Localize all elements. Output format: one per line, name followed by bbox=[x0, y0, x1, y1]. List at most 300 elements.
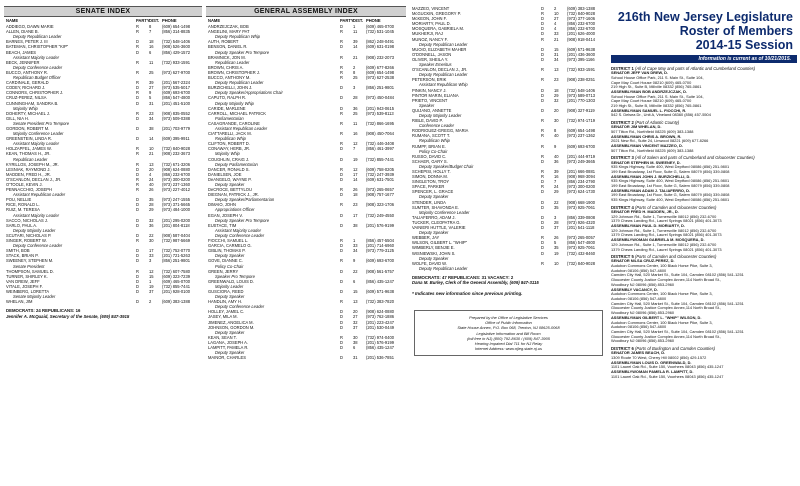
member-party: R bbox=[136, 161, 139, 167]
member-name: Deputy Conference Leader bbox=[215, 304, 265, 310]
member-phone bbox=[567, 266, 607, 271]
legislator-name: ASSEMBLY VACANCY, D. bbox=[611, 286, 658, 292]
member-phone: (908) 526-3600 bbox=[162, 44, 190, 50]
member-name: RICE, RONALD L. bbox=[6, 202, 40, 208]
member-party: D bbox=[340, 268, 343, 274]
member-name: Republican Budget Officer bbox=[13, 75, 61, 81]
member-party: D bbox=[541, 87, 544, 93]
member-party: R bbox=[136, 151, 139, 157]
member-phone: (908) 450-7064 bbox=[366, 131, 394, 137]
member-party: D bbox=[136, 217, 139, 223]
member-district: 34 bbox=[149, 115, 154, 121]
member-name: SMITH, BOB bbox=[6, 248, 30, 254]
member-district: 40 bbox=[554, 153, 559, 159]
member-district: 17 bbox=[353, 212, 358, 218]
office-address: Audubon Commons Center, 100 Black Horse Pike, Suite 3, bbox=[611, 291, 713, 297]
member-phone: (201) 444-9719 bbox=[567, 153, 595, 159]
member-name: TURNER, SHIRLEY K. bbox=[6, 273, 48, 279]
member-name: SPENCER, L. GRACE bbox=[412, 189, 454, 195]
senate-header-row bbox=[4, 18, 202, 23]
member-name: RIBLE, DAVID P. bbox=[412, 118, 443, 124]
member-name: DeANGELO, WAYNE P. bbox=[208, 176, 252, 182]
member-party: R bbox=[340, 69, 343, 75]
member-phone: (856) 251-9801 bbox=[162, 258, 190, 264]
member-name: WILSON, GILBERT L. "WHIP" bbox=[412, 240, 468, 246]
member-party: R bbox=[136, 59, 139, 65]
member-phone: (973) 265-0057 bbox=[567, 235, 595, 241]
member-phone: (732) 855-7441 bbox=[162, 283, 190, 289]
member-party: R bbox=[340, 64, 343, 70]
col-name-header: NAME bbox=[6, 18, 19, 23]
member-district: 27 bbox=[149, 85, 154, 91]
member-row bbox=[4, 299, 202, 304]
member-phone: (609) 395-9911 bbox=[162, 136, 190, 142]
member-party: R bbox=[541, 36, 544, 42]
member-name: CAPUTO, RALPH R. bbox=[208, 95, 247, 101]
member-name: STACK, BRIAN P. bbox=[6, 253, 39, 259]
member-district: 6 bbox=[353, 278, 356, 284]
legislator-name: ASSEMBLYMAN ADAM J. TALIAFERRO, D. bbox=[611, 187, 690, 193]
office-address: 1101 Laurel Oak Rd., Suite 150, Voorhees 08043 (856) 435-1247 bbox=[611, 364, 724, 370]
member-phone: (973) 247-1555 bbox=[162, 197, 190, 203]
member-name: Speaker Emeritus bbox=[419, 62, 452, 68]
member-name: DOHERTY, MICHAEL J. bbox=[6, 110, 51, 116]
member-party: D bbox=[340, 156, 343, 162]
district-description: (Parts of Camden and Gloucester Counties) bbox=[634, 254, 717, 260]
member-phone: (732) 933-1591 bbox=[162, 59, 190, 65]
member-name: BECK, JENNIFER bbox=[6, 59, 40, 65]
member-name: MAZZEO, VINCENT bbox=[412, 6, 450, 11]
member-party: D bbox=[340, 345, 343, 350]
office-address: Cape May Court House 08210 (609) 465-0700 bbox=[611, 79, 692, 85]
member-name: O'SCANLON, DECLAN J., JR. bbox=[412, 67, 468, 73]
member-name: BURZICHELLI, JOHN J. bbox=[208, 85, 253, 91]
district-number: DISTRICT 6 bbox=[611, 346, 634, 352]
member-name: GILL, NIA H. bbox=[6, 115, 29, 121]
district-description: (Part of Atlantic County) bbox=[634, 120, 680, 126]
member-name: CUNNINGHAM, SANDRA B. bbox=[6, 100, 59, 106]
member-name: Republican Whip bbox=[215, 136, 246, 142]
member-party: R bbox=[136, 110, 139, 116]
member-name: RUSSO, DAVID C. bbox=[412, 153, 447, 159]
office-address: 199 East Broadway, 1st Floor, Suite G, Salem 08079 (856) 339-0808 bbox=[611, 183, 730, 189]
col-dist-header: DIST. bbox=[353, 18, 364, 23]
member-name: BROWN, CHRIS A. bbox=[208, 64, 244, 70]
member-name: Deputy Republican Whip bbox=[215, 34, 261, 40]
member-name: HANDLIN, AMY H. bbox=[208, 299, 243, 305]
member-name: Deputy Republican Leader bbox=[215, 80, 264, 86]
member-party: D bbox=[136, 232, 139, 238]
member-party: D bbox=[136, 222, 139, 228]
member-phone: (856) 232-6700 bbox=[162, 171, 190, 177]
member-name: Deputy Speaker/Appropriations Chair bbox=[215, 90, 283, 96]
member-district: 34 bbox=[554, 56, 559, 62]
assembly-index-continued bbox=[410, 6, 607, 356]
member-party: D bbox=[136, 115, 139, 121]
office-address: 219 High St., Suite B, Millville 08332 (856) 765-0861 bbox=[611, 84, 702, 90]
office-address: 129 Johnson Rd., Suite 1, Turnersville 08012 (856) 232-6700 bbox=[611, 227, 717, 233]
member-party: R bbox=[541, 133, 544, 139]
member-phone: (856) 547-4800 bbox=[162, 95, 190, 101]
office-address: Camden City Hall, 520 Market St., Suite 104, Camden 08102 (856) 541-1251 bbox=[611, 328, 744, 334]
member-district: 30 bbox=[353, 334, 358, 340]
member-name: CONAWAY, HERB, JR. bbox=[208, 146, 251, 152]
member-name: Senate President Pro Tempore bbox=[13, 120, 70, 126]
member-district: 7 bbox=[149, 29, 152, 35]
member-party: R bbox=[541, 260, 544, 266]
member-phone: (201) 928-0100 bbox=[162, 288, 190, 294]
member-name: TUCKER, CLEOPATRA G. bbox=[412, 219, 461, 225]
member-party: D bbox=[136, 299, 139, 305]
member-phone: (201) 804-8118 bbox=[162, 222, 190, 228]
member-phone: (609) 758-0205 bbox=[366, 166, 394, 172]
member-district: 20 bbox=[149, 166, 154, 172]
member-name: RUMPF, BRIAN E. bbox=[412, 143, 446, 149]
member-party: D bbox=[340, 146, 343, 152]
roster-title-line: Roster of Members bbox=[679, 24, 793, 38]
member-district: 3 bbox=[149, 258, 152, 264]
member-district: 40 bbox=[554, 133, 559, 139]
member-name: JOHNSON, GORDON M. bbox=[208, 324, 255, 330]
member-district: 13 bbox=[554, 67, 559, 73]
member-party: D bbox=[541, 245, 544, 251]
member-name: CIATTARELLI, JACK M. bbox=[208, 131, 252, 137]
member-party: D bbox=[340, 44, 343, 50]
office-address: Audubon 08106 (856) 547-4800 bbox=[611, 296, 667, 301]
member-district: 29 bbox=[554, 92, 559, 98]
office-address: 935 Kings Highway, Suite 400, West Deptford 08086 (856) 251-9801 bbox=[611, 197, 730, 203]
member-phone: (908) 918-0414 bbox=[567, 36, 595, 42]
member-district: 26 bbox=[554, 235, 559, 241]
member-phone: (201) 223-4247 bbox=[366, 319, 394, 325]
member-party: R bbox=[340, 258, 343, 264]
member-name: SUMTER, SHAVONDA E. bbox=[412, 204, 460, 210]
member-party: D bbox=[340, 85, 343, 91]
member-party: D bbox=[541, 31, 544, 37]
member-name: GIBLIN, THOMAS P. bbox=[208, 248, 246, 254]
member-district: 29 bbox=[554, 189, 559, 195]
member-phone: (201) 567-2324 bbox=[162, 80, 190, 86]
member-phone: (732) 446-3408 bbox=[366, 141, 394, 147]
legislator-name: ASSEMBLYWOMAN PAMELA R. LAMPITT, D. bbox=[611, 368, 694, 374]
member-name: CRUZ-PEREZ, NILSA bbox=[6, 95, 47, 101]
member-district: 15 bbox=[149, 273, 154, 279]
member-party: D bbox=[136, 278, 139, 284]
senate-rows bbox=[4, 24, 202, 304]
member-party: R bbox=[340, 54, 343, 60]
member-district: 4 bbox=[149, 171, 152, 177]
member-district: 1 bbox=[353, 238, 356, 244]
member-phone: (973) 539-8113 bbox=[366, 110, 394, 116]
member-party: D bbox=[340, 319, 343, 325]
member-phone: (973) 265-0657 bbox=[366, 187, 394, 193]
member-party: R bbox=[340, 75, 343, 81]
member-party: R bbox=[340, 299, 343, 305]
member-phone: (609) 631-7501 bbox=[366, 176, 394, 182]
member-party: D bbox=[340, 309, 343, 315]
senate-secretary: Jennifer A. McQuaid, Secretary of the Senate, (609) 847-3915 bbox=[6, 313, 130, 319]
member-party: R bbox=[136, 238, 139, 244]
member-phone: (973) 249-3665 bbox=[567, 158, 595, 164]
member-phone: (732) 548-1406 bbox=[162, 39, 190, 45]
member-name: BUCCO, ANTHONY M. bbox=[208, 75, 251, 81]
member-district: 26 bbox=[149, 187, 154, 193]
assembly-clerk: Dana M. Burley, Clerk of the General Assembly, (609) 847-3115 bbox=[412, 280, 539, 286]
member-phone: (609) 654-1498 bbox=[366, 69, 394, 75]
member-district: 4 bbox=[554, 21, 557, 27]
member-phone: (973) 237-1360 bbox=[162, 182, 190, 187]
member-name: AUTH, ROBERT bbox=[208, 39, 239, 45]
member-name: ANDRZEJCZAK, BOB bbox=[208, 24, 249, 30]
member-party: D bbox=[340, 248, 343, 254]
member-phone: (973) 762-1886 bbox=[366, 314, 394, 320]
member-phone: (908) 238-0251 bbox=[567, 77, 595, 83]
member-district: 13 bbox=[353, 299, 358, 305]
member-district: 10 bbox=[554, 11, 559, 17]
legislator-name: SENATOR JAMES BEACH, D. bbox=[611, 350, 666, 356]
member-name: SIMON, DONNA M. bbox=[412, 174, 448, 180]
member-name: Republican Whip bbox=[419, 138, 450, 144]
member-phone: (856) 232-6700 bbox=[567, 21, 595, 27]
member-phone: (856) 339-0808 bbox=[567, 214, 595, 220]
member-district: 7 bbox=[554, 179, 557, 185]
member-name: Deputy Majority Leader bbox=[13, 227, 56, 233]
legislator-name: SENATOR JIM WHELAN, D. bbox=[611, 124, 662, 130]
legislator-name: ASSEMBLYMAN PAUL D. MORIARTY, D. bbox=[611, 223, 685, 229]
member-district: 30 bbox=[554, 118, 559, 124]
office-address: 129 Johnson Rd., Suite 1, Turnersville 08012 (856) 232-6700 bbox=[611, 241, 717, 247]
legislator-name: SENATOR NILSA CRUZ-PEREZ, D. bbox=[611, 258, 675, 264]
member-name: McKEON, JOHN F. bbox=[412, 16, 447, 22]
member-phone: (609) 693-6700 bbox=[366, 258, 394, 264]
member-phone: (201) 530-0449 bbox=[366, 324, 394, 330]
member-phone: (856) 429-1572 bbox=[162, 49, 190, 55]
member-phone: (201) 714-6960 bbox=[366, 243, 394, 249]
member-name: MUOIO, ELIZABETH MAHER bbox=[412, 46, 467, 52]
member-party: D bbox=[136, 197, 139, 203]
member-name: Deputy Speaker bbox=[215, 294, 245, 300]
legislator-name: ASSEMBLYMAN VINCENT MAZZEO, D. bbox=[611, 143, 683, 149]
member-district: 14 bbox=[149, 136, 154, 142]
legislator-name: ASSEMBLYMAN GILBERT L. "WHIP" WILSON, D. bbox=[611, 314, 702, 320]
member-district: 30 bbox=[149, 238, 154, 244]
member-phone: (732) 974-0400 bbox=[366, 334, 394, 340]
member-name: PINTOR MARIN, ELIANA bbox=[412, 92, 459, 98]
member-phone: (732) 840-9028 bbox=[162, 146, 190, 152]
member-district: 24 bbox=[149, 176, 154, 182]
member-phone: (201) 626-4000 bbox=[567, 31, 595, 37]
member-name: KYRILLOS, JOSEPH M., JR. bbox=[6, 161, 59, 167]
member-district: 5 bbox=[149, 95, 152, 101]
member-name: GREEN, JERRY bbox=[208, 268, 239, 274]
office-address: Audubon Commons Center, 100 Black Horse Pike, Suite 3, bbox=[611, 319, 713, 325]
member-phone: (609) 693-6700 bbox=[567, 143, 595, 149]
member-party: D bbox=[541, 26, 544, 32]
member-phone: (732) 383-7820 bbox=[366, 299, 394, 305]
office-address: Audubon Commons Center, 100 Black Horse Pike, Suite 3, bbox=[611, 263, 713, 269]
member-district: 36 bbox=[149, 222, 154, 228]
member-party: R bbox=[136, 90, 139, 96]
member-name: EUSTACE, TIM bbox=[208, 222, 237, 228]
member-party: R bbox=[541, 67, 544, 73]
member-name: GORDON, ROBERT M. bbox=[6, 125, 50, 131]
member-district: 15 bbox=[353, 288, 358, 294]
member-name: DANCER, RONALD S. bbox=[208, 166, 250, 172]
member-party: R bbox=[541, 77, 544, 83]
member-party: D bbox=[340, 192, 343, 198]
assembly-index bbox=[206, 6, 406, 360]
member-name: Deputy Conference Leader bbox=[215, 232, 265, 238]
member-district: 21 bbox=[149, 151, 154, 157]
member-name: JIMENEZ, ANGELICA M. bbox=[208, 319, 254, 325]
member-name: BENSON, DANIEL R. bbox=[208, 44, 248, 50]
member-party: R bbox=[541, 153, 544, 159]
member-phone: (201) 451-5100 bbox=[162, 100, 190, 106]
district-block bbox=[611, 346, 797, 379]
member-phone: (609) 383-1388 bbox=[567, 6, 595, 11]
member-name: Deputy Majority Leader bbox=[419, 112, 462, 118]
member-phone: (973) 509-0388 bbox=[162, 115, 190, 121]
member-party: D bbox=[541, 219, 544, 225]
member-district: 25 bbox=[353, 75, 358, 81]
member-district: 31 bbox=[353, 355, 358, 361]
member-name: Parliamentarian bbox=[215, 115, 244, 121]
member-name: WOLFE, DAVID W. bbox=[412, 260, 447, 266]
member-name: Deputy Speaker bbox=[215, 350, 245, 356]
member-name: SINGLETON, TROY bbox=[412, 179, 450, 185]
member-district: 38 bbox=[353, 339, 358, 345]
member-party: D bbox=[136, 125, 139, 131]
member-district: 27 bbox=[554, 16, 559, 22]
member-district: 12 bbox=[353, 166, 358, 172]
member-party: R bbox=[340, 166, 343, 172]
member-district: 22 bbox=[149, 232, 154, 238]
member-name: VAN DREW, JEFF bbox=[6, 278, 40, 284]
member-name: McGUCKIN, GREGORY P. bbox=[412, 11, 461, 17]
member-phone: (856) 547-4800 bbox=[567, 240, 595, 246]
prepared-by-box bbox=[414, 310, 603, 356]
member-phone: (973) 535-5017 bbox=[162, 85, 190, 91]
member-phone: (973) 926-4320 bbox=[567, 219, 595, 225]
member-district: 14 bbox=[353, 44, 358, 50]
member-name: ANGELINI, MARY PAT bbox=[208, 29, 250, 35]
col-dist-header: DIST. bbox=[149, 18, 160, 23]
member-phone: (856) 251-9801 bbox=[366, 85, 394, 91]
member-phone: (201) 770-1303 bbox=[567, 97, 595, 103]
member-party: D bbox=[541, 16, 544, 22]
member-party: D bbox=[541, 21, 544, 27]
member-phone: (732) 987-5669 bbox=[162, 238, 190, 244]
member-district: 12 bbox=[353, 141, 358, 147]
member-party: R bbox=[340, 120, 343, 126]
member-name: Assistant Republican Leader bbox=[13, 192, 66, 198]
member-phone: (609) 571-9638 bbox=[567, 46, 595, 52]
member-phone: (973) 589-0713 bbox=[567, 92, 595, 98]
member-district: 5 bbox=[554, 240, 557, 246]
member-party: D bbox=[136, 248, 139, 254]
member-name: BRAMNICK, JON M. bbox=[208, 54, 246, 60]
member-district: 6 bbox=[353, 345, 356, 350]
member-name: PINKIN, NANCY J. bbox=[412, 87, 447, 93]
member-name: Republican Leader bbox=[13, 156, 48, 162]
office-address: 1101 Laurel Oak Rd., Suite 150, Voorhees 08043 (856) 435-1247 bbox=[611, 373, 724, 379]
member-district: 35 bbox=[149, 197, 154, 203]
member-party: R bbox=[136, 182, 139, 187]
legislator-name: ASSEMBLYMAN CHRIS A. BROWN, R. bbox=[611, 133, 682, 139]
member-district: 18 bbox=[149, 39, 154, 45]
member-party: D bbox=[136, 288, 139, 294]
member-phone: (609) 323-7239 bbox=[162, 273, 190, 279]
member-phone: (973) 624-1730 bbox=[567, 189, 595, 195]
member-name: Deputy Speaker Pro Tempore bbox=[215, 49, 270, 55]
member-phone: (908) 327-9119 bbox=[567, 107, 595, 113]
office-address: Gloucester County Justice Complex Annex,114 North Broad St., bbox=[611, 333, 722, 339]
member-name: Policy Co-Chair bbox=[419, 148, 448, 154]
member-party: R bbox=[541, 169, 544, 174]
member-district: 29 bbox=[149, 207, 154, 213]
office-address: Gloucester County Justice Complex Annex,114 North Broad St., bbox=[611, 305, 722, 311]
member-name: BATEMAN, CHRISTOPHER "KIP" bbox=[6, 44, 69, 50]
member-name: Deputy Republican Leader bbox=[419, 265, 468, 271]
member-phone: (609) 465-0700 bbox=[366, 24, 394, 30]
member-district: 21 bbox=[353, 54, 358, 60]
new-info-note: * Indicates new information since previous printing. bbox=[412, 291, 523, 297]
member-phone: (201) 943-0615 bbox=[366, 105, 394, 111]
member-party: R bbox=[136, 268, 139, 274]
prepared-line: State House Annex, P.O. Box 068, Trenton, NJ 08625-0068 bbox=[457, 325, 560, 331]
member-party: R bbox=[541, 118, 544, 124]
member-party: D bbox=[541, 240, 544, 246]
member-phone: (609) 654-1498 bbox=[162, 24, 190, 30]
member-name: Assistant Republican Whip bbox=[419, 82, 468, 88]
member-phone: (732) 548-1406 bbox=[567, 87, 595, 93]
member-name: MUKHERJI, RAJ bbox=[412, 31, 443, 37]
member-phone: (732) 866-1695 bbox=[366, 120, 394, 126]
member-district: 8 bbox=[353, 69, 356, 75]
office-address: Camden City Hall, 520 Market St., Suite 104, Camden 08102 (856) 541-1251 bbox=[611, 300, 744, 306]
member-name: OLIVER, SHEILA Y. bbox=[412, 56, 449, 62]
member-party: D bbox=[541, 97, 544, 103]
member-district: 33 bbox=[554, 31, 559, 37]
member-district: 19 bbox=[554, 250, 559, 256]
member-party: R bbox=[136, 176, 139, 182]
member-name: Majority Leader bbox=[215, 283, 244, 289]
member-party: D bbox=[340, 355, 343, 361]
member-name: Deputy Speaker/Parliamentarian bbox=[215, 197, 275, 203]
office-address: Audubon 08106 (856) 547-4800 bbox=[611, 324, 667, 330]
member-phone: (609) 693-6700 bbox=[162, 90, 190, 96]
member-name: Majority Conference Leader bbox=[419, 209, 470, 215]
member-name: O'DONNELL, JASON bbox=[412, 51, 452, 57]
office-address: Woodbury NJ 08096 (856) 853-2960 bbox=[611, 338, 675, 344]
member-phone: (908) 668-1900 bbox=[567, 199, 595, 205]
member-district: 11 bbox=[353, 120, 358, 126]
member-name: PENNACCHIO, JOSEPH bbox=[6, 187, 52, 193]
member-district: 23 bbox=[149, 110, 154, 116]
member-name: WIMBERLY, BENJIE E. bbox=[412, 245, 455, 251]
col-phone-header: PHONE bbox=[366, 18, 381, 23]
col-phone-header: PHONE bbox=[162, 18, 177, 23]
member-district: 20 bbox=[353, 309, 358, 315]
member-district: 7 bbox=[353, 146, 356, 152]
member-phone: (908) 587-0404 bbox=[162, 232, 190, 238]
member-name: GREENWALD, LOUIS D. bbox=[208, 278, 255, 284]
member-name: WEINBERG, LORETTA bbox=[6, 288, 50, 294]
district-number: DISTRICT 4 bbox=[611, 204, 634, 210]
member-district: 17 bbox=[149, 248, 154, 254]
member-name: DeCROCE, BETTYLOU bbox=[208, 187, 252, 193]
district-list bbox=[611, 66, 797, 379]
